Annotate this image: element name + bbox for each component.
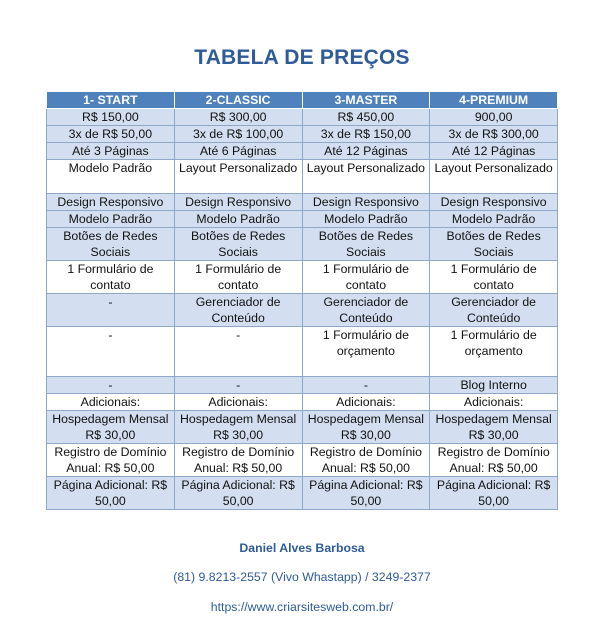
table-row [47,194,558,211]
table-cell: Modelo Padrão [47,211,175,228]
table-cell: Design Responsivo [174,194,302,211]
table-cell: - [47,377,175,394]
table-cell: Até 12 Páginas [302,143,430,160]
table-cell: 1 Formulário de orçamento [430,327,558,377]
table-row [47,377,558,394]
table-cell: Modelo Padrão [430,211,558,228]
table-cell: Gerenciador de Conteúdo [302,294,430,327]
table-header-row [47,92,558,109]
table-cell: - [47,294,175,327]
table-cell: Layout Personalizado [174,160,302,194]
column-header-master: 3-MASTER [302,92,430,109]
table-cell: 900,00 [430,109,558,126]
table-cell: Registro de Domínio Anual: R$ 50,00 [430,444,558,477]
price-table [46,91,558,510]
table-cell: Layout Personalizado [302,160,430,194]
table-row [47,126,558,143]
contact-name: Daniel Alves Barbosa [239,541,365,555]
table-cell: Gerenciador de Conteúdo [174,294,302,327]
table-cell: Página Adicional: R$ 50,00 [174,477,302,510]
table-cell: - [174,327,302,377]
table-cell: Botões de Redes Sociais [430,228,558,261]
table-row [47,444,558,477]
table-cell: Adicionais: [302,394,430,411]
website-link[interactable]: https://www.criarsitesweb.com.br/ [210,600,394,614]
column-header-classic: 2-CLASSIC [174,92,302,109]
table-cell: Botões de Redes Sociais [174,228,302,261]
contact-phone: (81) 9.8213-2557 (Vivo Whastapp) / 3249-2377 [173,570,431,584]
table-cell: 3x de R$ 100,00 [174,126,302,143]
table-cell: Página Adicional: R$ 50,00 [430,477,558,510]
table-row [47,477,558,510]
table-cell: Blog Interno [430,377,558,394]
table-cell: Layout Personalizado [430,160,558,194]
table-cell: Até 3 Páginas [47,143,175,160]
table-cell: Modelo Padrão [174,211,302,228]
table-cell: Modelo Padrão [47,160,175,194]
table-cell: - [174,377,302,394]
table-cell: Design Responsivo [302,194,430,211]
table-cell: 3x de R$ 50,00 [47,126,175,143]
table-cell: R$ 150,00 [47,109,175,126]
table-cell: Adicionais: [174,394,302,411]
table-row [47,228,558,261]
table-cell: 1 Formulário de orçamento [302,327,430,377]
table-cell: Hospedagem Mensal R$ 30,00 [174,411,302,444]
table-cell: R$ 300,00 [174,109,302,126]
table-row [47,327,558,377]
table-row [47,143,558,160]
table-cell: 3x de R$ 150,00 [302,126,430,143]
page-title: TABELA DE PREÇOS [194,46,410,69]
table-row [47,411,558,444]
table-cell: Hospedagem Mensal R$ 30,00 [302,411,430,444]
table-cell: Adicionais: [430,394,558,411]
table-cell: Página Adicional: R$ 50,00 [47,477,175,510]
table-cell: Registro de Domínio Anual: R$ 50,00 [302,444,430,477]
table-cell: Registro de Domínio Anual: R$ 50,00 [47,444,175,477]
table-row [47,160,558,194]
table-cell: Design Responsivo [430,194,558,211]
table-cell: Botões de Redes Sociais [302,228,430,261]
table-cell: Botões de Redes Sociais [47,228,175,261]
table-row [47,261,558,294]
table-cell: 3x de R$ 300,00 [430,126,558,143]
table-cell: Hospedagem Mensal R$ 30,00 [430,411,558,444]
table-row [47,109,558,126]
table-cell: Hospedagem Mensal R$ 30,00 [47,411,175,444]
table-row [47,211,558,228]
table-cell: Adicionais: [47,394,175,411]
table-cell: Até 6 Páginas [174,143,302,160]
table-cell: 1 Formulário de contato [47,261,175,294]
column-header-premium: 4-PREMIUM [430,92,558,109]
table-cell: Modelo Padrão [302,211,430,228]
table-cell: Até 12 Páginas [430,143,558,160]
table-cell: - [47,327,175,377]
table-cell: Design Responsivo [47,194,175,211]
table-cell: Registro de Domínio Anual: R$ 50,00 [174,444,302,477]
table-cell: - [302,377,430,394]
table-cell: R$ 450,00 [302,109,430,126]
table-row [47,394,558,411]
table-cell: Página Adicional: R$ 50,00 [302,477,430,510]
column-header-start: 1- START [47,92,175,109]
table-cell: 1 Formulário de contato [430,261,558,294]
table-row [47,294,558,327]
table-cell: Gerenciador de Conteúdo [430,294,558,327]
table-cell: 1 Formulário de contato [174,261,302,294]
table-cell: 1 Formulário de contato [302,261,430,294]
